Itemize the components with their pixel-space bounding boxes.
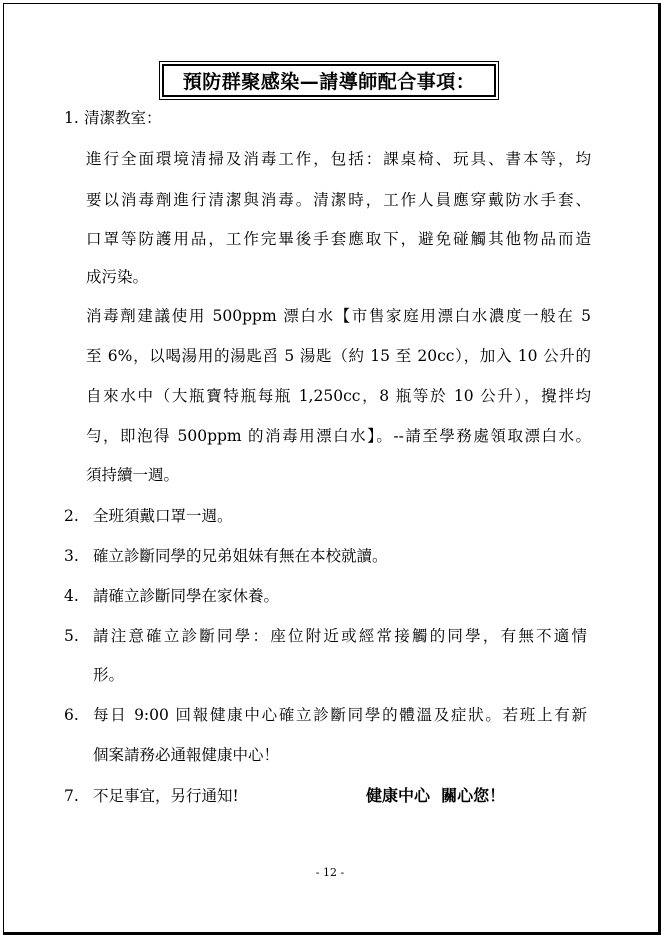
section1-para2-line: 勻，即泡得 500ppm 的消毒用漂白水】。--請至學務處領取漂白水。 — [86, 427, 591, 445]
item-number-6: 6. — [64, 706, 79, 724]
item-6-text-cont: 個案請務必通報健康中心！ — [93, 746, 280, 764]
item-number-2: 2. — [64, 507, 79, 525]
item-number-4: 4. — [64, 587, 79, 605]
item-number-7: 7. — [64, 787, 79, 805]
section1-para2-line: 須持續一週。 — [86, 466, 180, 484]
item-5-text: 請注意確立診斷同學：座位附近或經常接觸的同學，有無不適情 — [93, 627, 587, 645]
section1-para1-line: 成污染。 — [86, 268, 149, 286]
item-3-text: 確立診斷同學的兄弟姐妹有無在本校就讀。 — [93, 547, 388, 565]
item-number-1: 1. — [64, 109, 79, 127]
item-6-text: 每日 9:00 回報健康中心確立診斷同學的體溫及症狀。若班上有新 — [93, 706, 587, 724]
item-7-text: 不足事宜，另行通知! — [93, 787, 239, 805]
section1-para2-line: 消毒劑建議使用 500ppm 漂白水【市售家庭用漂白水濃度一般在 5 — [86, 307, 591, 325]
section1-heading: 清潔教室： — [84, 109, 162, 127]
item-number-5: 5. — [64, 627, 79, 645]
section1-para1-line: 要以消毒劑進行清潔與消毒。清潔時，工作人員應穿戴防水手套、 — [86, 191, 591, 209]
signature: 健康中心 關心您！ — [366, 786, 506, 805]
item-4-text: 請確立診斷同學在家休養。 — [93, 587, 280, 605]
section1-para1-line: 進行全面環境清掃及消毒工作，包括：課桌椅、玩具、書本等，均 — [86, 150, 591, 168]
page-title: 預防群聚感染—請導師配合事項： — [162, 64, 496, 97]
item-5-text-cont: 形。 — [93, 666, 125, 684]
section1-para2-line: 至 6%，以喝湯用的湯匙舀 5 湯匙（約 15 至 20cc），加入 10 公升的 — [86, 347, 591, 365]
page-number: - 12 - — [315, 866, 345, 879]
item-number-3: 3. — [64, 547, 79, 565]
section1-para1-line: 口罩等防護用品，工作完畢後手套應取下，避免碰觸其他物品而造 — [86, 230, 591, 248]
section1-para2-line: 自來水中（大瓶寶特瓶每瓶 1,250cc，8 瓶等於 10 公升），攪拌均 — [86, 387, 591, 405]
item-2-text: 全班須戴口罩一週。 — [93, 507, 233, 525]
